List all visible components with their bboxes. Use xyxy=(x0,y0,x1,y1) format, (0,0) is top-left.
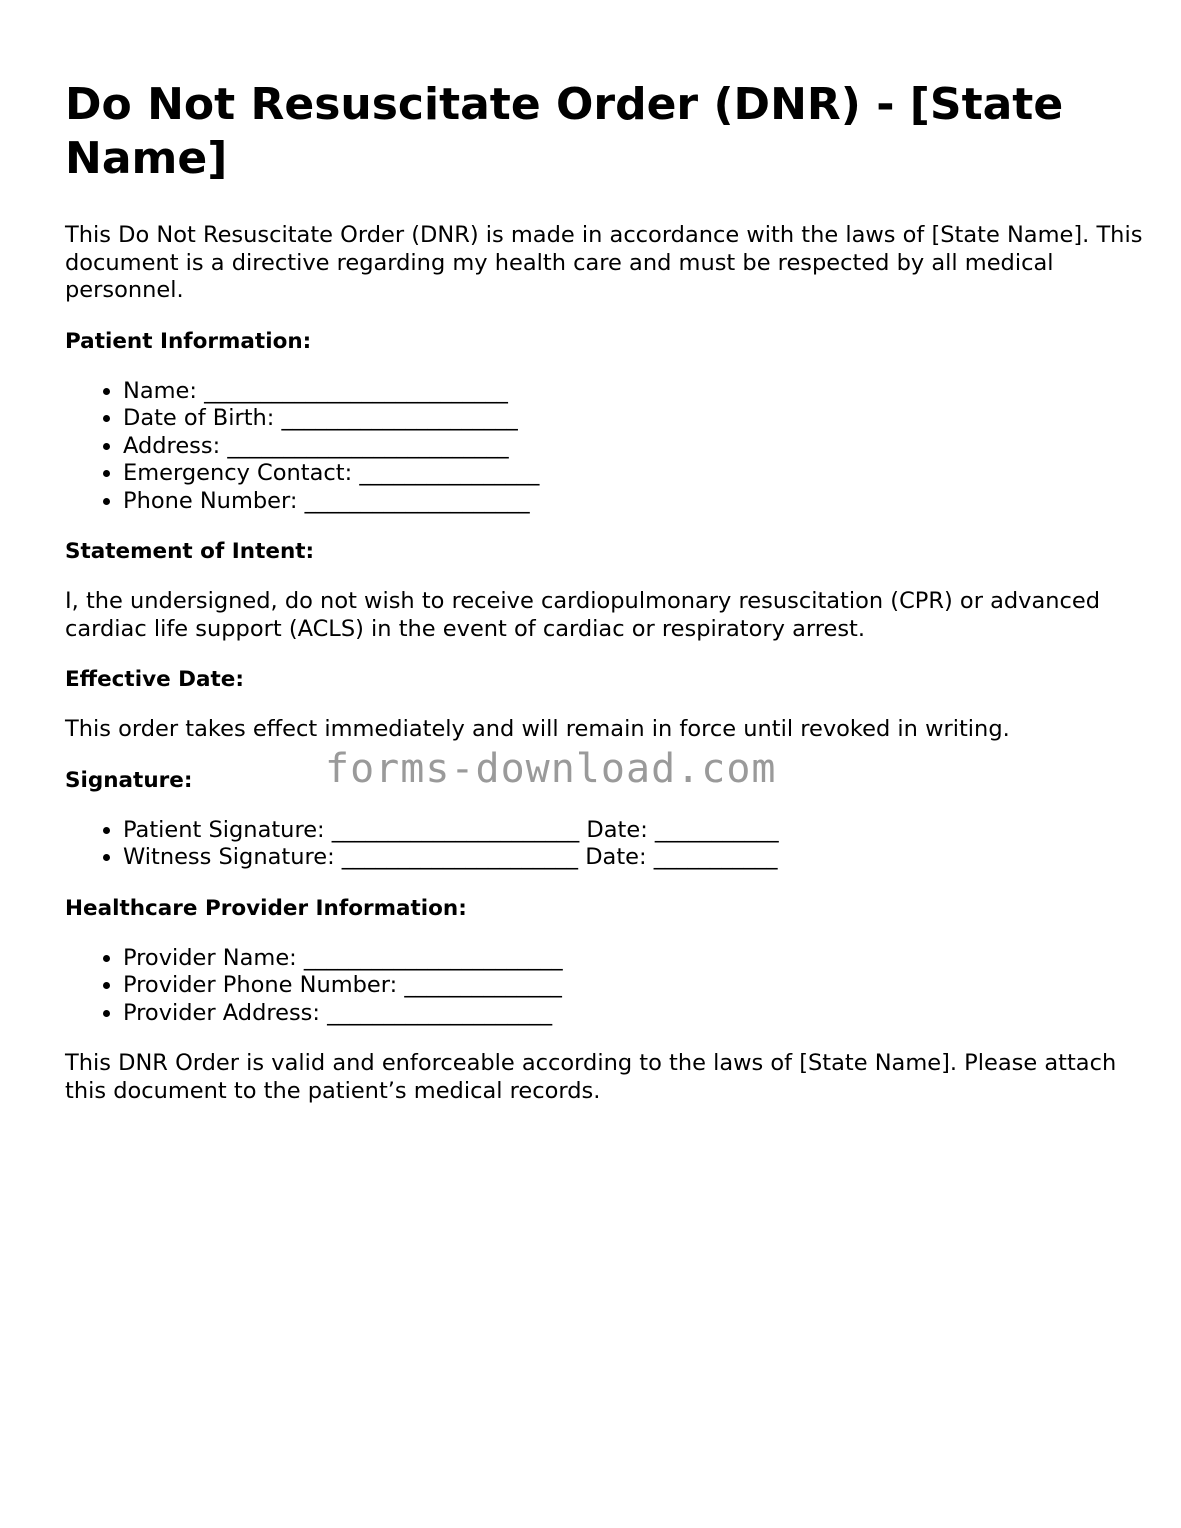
patient-address-field: • Address: _________________________ xyxy=(123,433,1145,461)
provider-heading: Healthcare Provider Information: xyxy=(65,895,467,921)
statement-heading: Statement of Intent: xyxy=(65,539,315,564)
patient-name-field: • Name: ___________________________ xyxy=(123,378,1145,406)
provider-list xyxy=(65,945,1145,1028)
watermark: forms-download.com xyxy=(325,746,777,792)
closing-paragraph: This DNR Order is valid and enforceable according to the laws of [State Name]. Please attach this document to the patient’s medical records. xyxy=(65,1050,1117,1104)
signature-list xyxy=(65,817,1145,872)
provider-phone-field: • Provider Phone Number: ______________ xyxy=(123,972,1145,1000)
statement-text: I, the undersigned, do not wish to receive cardiopulmonary resuscitation (CPR) or advanced cardiac life support (ACLS) in the event of cardiac or respiratory arrest. xyxy=(65,588,1101,642)
patient-dob-field: • Date of Birth: _____________________ xyxy=(123,405,1145,433)
provider-address-field: • Provider Address: ____________________ xyxy=(123,1000,1145,1028)
provider-name-field: • Provider Name: _______________________ xyxy=(123,945,1145,973)
intro-paragraph: This Do Not Resuscitate Order (DNR) is made in accordance with the laws of [State Name]. This document is a directive regarding my health care and must be respected by all medical personnel. xyxy=(65,222,1143,303)
patient-signature-field: • Patient Signature: ______________________ Date: ___________ xyxy=(123,817,1145,845)
document-title: Do Not Resuscitate Order (DNR) - [State Name] xyxy=(65,79,1064,184)
patient-info-list xyxy=(65,378,1145,516)
effective-date-text: This order takes effect immediately and will remain in force until revoked in writing. xyxy=(65,716,1010,742)
effective-date-heading: Effective Date: xyxy=(65,667,244,692)
document-page xyxy=(65,78,1145,1128)
emergency-contact-field: • Emergency Contact: ________________ xyxy=(123,460,1145,488)
witness-signature-field: • Witness Signature: _____________________ Date: ___________ xyxy=(123,844,1145,872)
signature-heading: Signature: xyxy=(65,767,193,793)
patient-info-heading: Patient Information: xyxy=(65,328,312,354)
phone-number-field: • Phone Number: ____________________ xyxy=(123,488,1145,516)
